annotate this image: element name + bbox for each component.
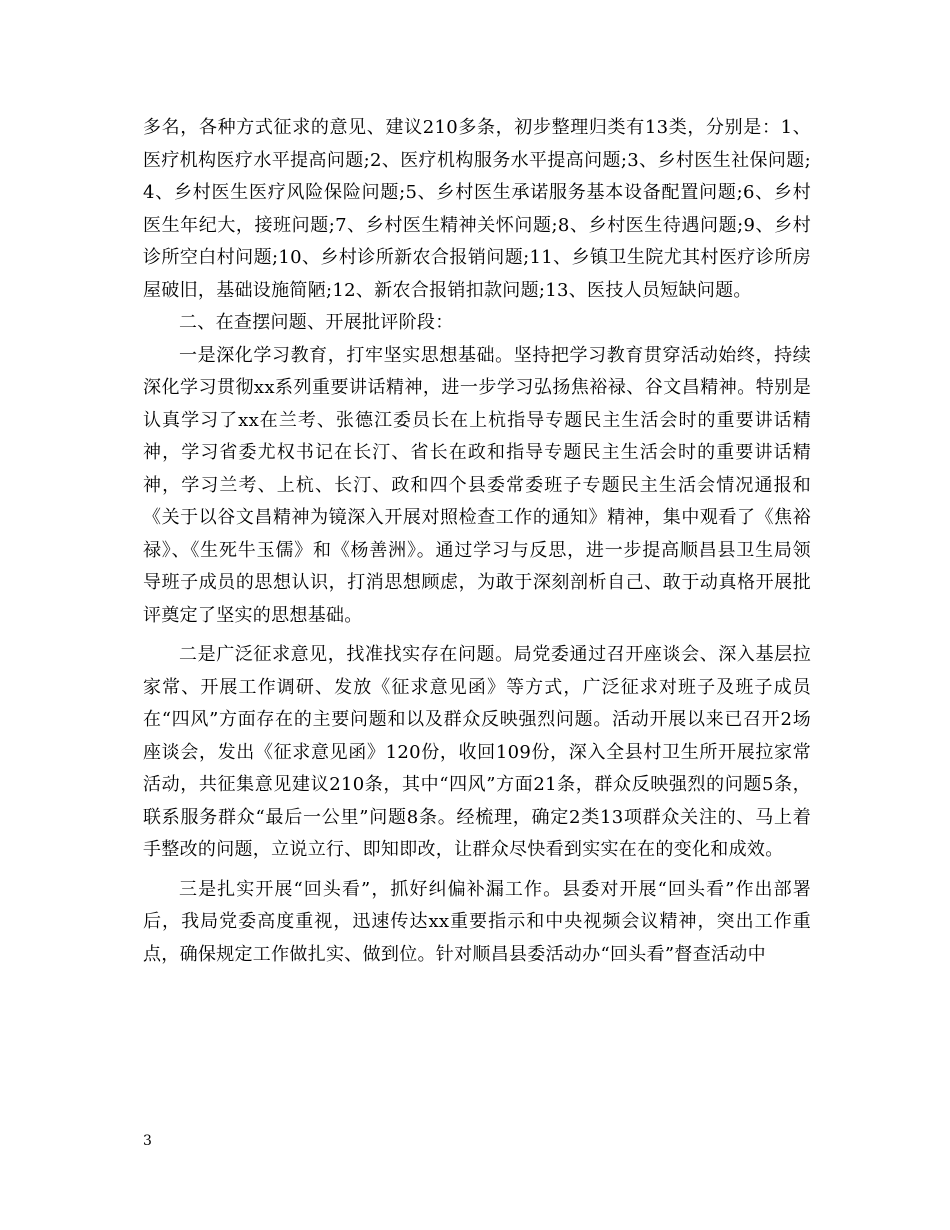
paragraph-issue-list: 多名，各种方式征求的意见、建议210多条，初步整理归类有13类，分别是：1、医疗机构医疗水平提高问题;2、医疗机构服务水平提高问题;3、乡村医生社保问题;4、乡村医生医疗风险保险问题;5、乡村医生承诺服务基本设备配置问题;6、乡村医生年纪大，接班问题;7、乡村医生精神关怀问题;8、乡村医生待遇问题;9、乡村诊所空白村问题;10、乡村诊所新农合报销问题;11、乡镇卫生院尤其村医疗诊所房屋破旧，基础设施简陋;12、新农合报销扣款问题;13、医技人员短缺问题。 xyxy=(143,117,811,301)
paragraph-solicit-opinions: 二是广泛征求意见，找准找实存在问题。局党委通过召开座谈会、深入基层拉家常、开展工作调研、发放《征求意见函》等方式，广泛征求对班子及班子成员在“四风”方面存在的主要问题和以及群众反映强烈问题。活动开展以来已召开2场座谈会，发出《征求意见函》120份，收回109份，深入全县村卫生所开展拉家常活动，共征集意见建议210条，其中“四风”方面21条，群众反映强烈的问题5条，联系服务群众“最后一公里”问题8条。经梳理，确定2类13项群众关注的、马上着手整改的问题，立说立行、即知即改，让群众尽快看到实实在在的变化和成效。 xyxy=(143,644,811,860)
paragraph-study-education: 一是深化学习教育，打牢坚实思想基础。坚持把学习教育贯穿活动始终，持续深化学习贯彻xx系列重要讲话精神，进一步学习弘扬焦裕禄、谷文昌精神。特别是认真学习了xx在兰考、张德江委员长在上杭指导专题民主生活会时的重要讲话精神，学习省委尤权书记在长汀、省长在政和指导专题民主生活会时的重要讲话精神，学习兰考、上杭、长汀、政和四个县委常委班子专题民主生活会情况通报和《关于以谷文昌精神为镜深入开展对照检查工作的通知》精神，集中观看了《焦裕禄》、《生死牛玉儒》和《杨善洲》。通过学习与反思，进一步提高顺昌县卫生局领导班子成员的思想认识，打消思想顾虑，为敢于深刻剖析自己、敢于动真格开展批评奠定了坚实的思想基础。 xyxy=(143,344,811,626)
document-body xyxy=(143,112,811,971)
page-number: 3 xyxy=(143,1133,152,1149)
paragraph-section-heading: 二、在查摆问题、开展批评阶段： xyxy=(179,312,454,333)
paragraph-look-back: 三是扎实开展“回头看”，抓好纠偏补漏工作。县委对开展“回头看”作出部署后，我局党委高度重视，迅速传达xx重要指示和中央视频会议精神，突出工作重点，确保规定工作做扎实、做到位。针对顺昌县委活动办“回头看”督查活动中 xyxy=(143,878,811,965)
